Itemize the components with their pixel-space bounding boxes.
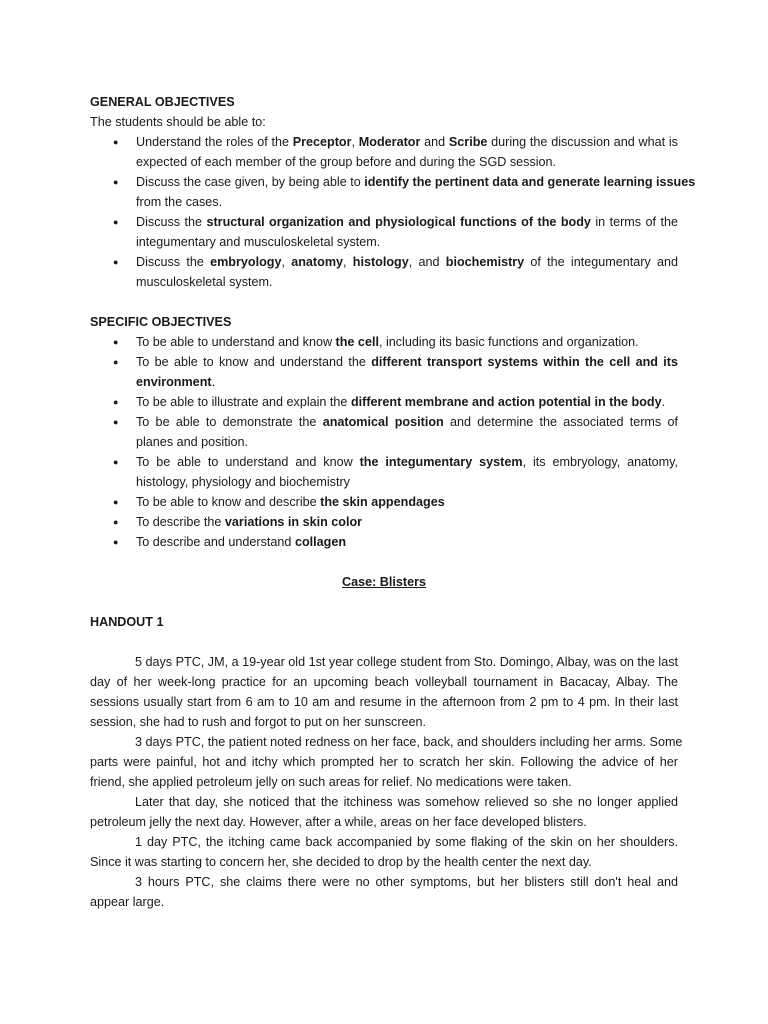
general-objectives-list [90,132,696,292]
bullet-icon: ● [113,217,119,227]
specific-objective-item [90,392,678,412]
handout-paragraph-line: 1 day PTC, the itching came back accompanied by some flaking of the skin on her shoulders. [135,835,678,849]
specific-objective-item [90,412,678,452]
handout-paragraph [90,732,683,792]
handout-paragraph-line: Later that day, she noticed that the itchiness was somehow relieved so she no longer applied [135,795,678,809]
handout-paragraph [90,792,678,832]
specific-objective-item-line: To be able to understand and know the integumentary system, its embryology, anatomy, [136,455,678,469]
bullet-icon: ● [113,517,119,527]
general-objectives-intro: The students should be able to: [90,115,266,129]
specific-objective-item-line: To describe and understand collagen [136,535,347,549]
general-objective-item [90,252,678,292]
bullet-icon: ● [113,357,119,367]
handout-paragraph-line: Since it was starting to concern her, she decided to drop by the health center the next day. [90,855,592,869]
specific-objective-item-line: To describe the variations in skin color [136,515,363,529]
handout-body [90,652,683,912]
handout-paragraph [90,872,678,912]
bullet-icon: ● [113,137,119,147]
handout-paragraph-line: session, she had to rush and forgot to put on her sunscreen. [90,715,427,729]
general-objective-item-line: Discuss the embryology, anatomy, histology, and biochemistry of the integumentary and [136,255,678,269]
handout-paragraph-line: petroleum jelly the next day. However, after a while, areas on her face developed blisters. [90,815,587,829]
specific-objective-item-line: To be able to know and describe the skin appendages [136,495,445,509]
general-objective-item-line: musculoskeletal system. [136,275,273,289]
specific-objective-item-line: To be able to understand and know the cell, including its basic functions and organization. [136,335,639,349]
general-objective-item [90,212,678,252]
bullet-icon: ● [113,397,119,407]
specific-objective-item [90,532,678,552]
handout-paragraph-line: day of her week-long practice for an upcoming beach volleyball tournament in Bacacay, Albay. The [90,675,678,689]
case-title: Case: Blisters [342,575,426,589]
handout-paragraph-line: 3 hours PTC, she claims there were no other symptoms, but her blisters still don't heal and [135,875,678,889]
bullet-icon: ● [113,337,119,347]
general-objective-item [90,172,696,212]
bullet-icon: ● [113,537,119,547]
general-objective-item-line: Discuss the case given, by being able to identify the pertinent data and generate learning issues [136,175,696,189]
specific-objective-item-line: histology, physiology and biochemistry [136,475,350,489]
handout-paragraph-line: 5 days PTC, JM, a 19-year old 1st year college student from Sto. Domingo, Albay, was on the last [135,655,678,669]
general-objective-item-line: from the cases. [136,195,223,209]
handout-heading: HANDOUT 1 [90,615,164,629]
bullet-icon: ● [113,497,119,507]
general-objective-item-line: integumentary and musculoskeletal system. [136,235,381,249]
general-objective-item [90,132,678,172]
specific-objective-item [90,492,678,512]
specific-objective-item [90,332,678,352]
specific-objective-item-line: To be able to know and understand the different transport systems within the cell and its [136,355,678,369]
general-objective-item-line: expected of each member of the group before and during the SGD session. [136,155,557,169]
specific-objective-item-line: environment. [136,375,216,389]
handout-paragraph-line: sessions usually start from 6 am to 10 am and resume in the afternoon from 2 pm to 4 pm. In their last [90,695,678,709]
handout-paragraph-line: parts were painful, hot and itchy which prompted her to scratch her skin. Following the advice of her [90,755,678,769]
specific-objective-item-line: To be able to illustrate and explain the different membrane and action potential in the body. [136,395,666,409]
bullet-icon: ● [113,177,119,187]
specific-objectives-heading: SPECIFIC OBJECTIVES [90,315,232,329]
handout-paragraph-line: appear large. [90,895,165,909]
handout-paragraph-line: friend, she applied petroleum jelly on such areas for relief. No medications were taken. [90,775,572,789]
general-objective-item-line: Discuss the structural organization and physiological functions of the body in terms of the [136,215,678,229]
specific-objective-item [90,352,678,392]
specific-objective-item [90,452,678,492]
document-content [90,92,696,912]
specific-objectives-list [90,332,678,552]
general-objective-item-line: Understand the roles of the Preceptor, Moderator and Scribe during the discussion and what is [136,135,678,149]
bullet-icon: ● [113,417,119,427]
handout-paragraph-line: 3 days PTC, the patient noted redness on her face, back, and shoulders including her arms. Some [135,735,683,749]
general-objectives-heading: GENERAL OBJECTIVES [90,95,235,109]
specific-objective-item-line: To be able to demonstrate the anatomical position and determine the associated terms of [136,415,678,429]
bullet-icon: ● [113,257,119,267]
bullet-icon: ● [113,457,119,467]
specific-objective-item-line: planes and position. [136,435,249,449]
handout-paragraph [90,832,678,872]
handout-paragraph [90,652,678,732]
specific-objective-item [90,512,678,532]
